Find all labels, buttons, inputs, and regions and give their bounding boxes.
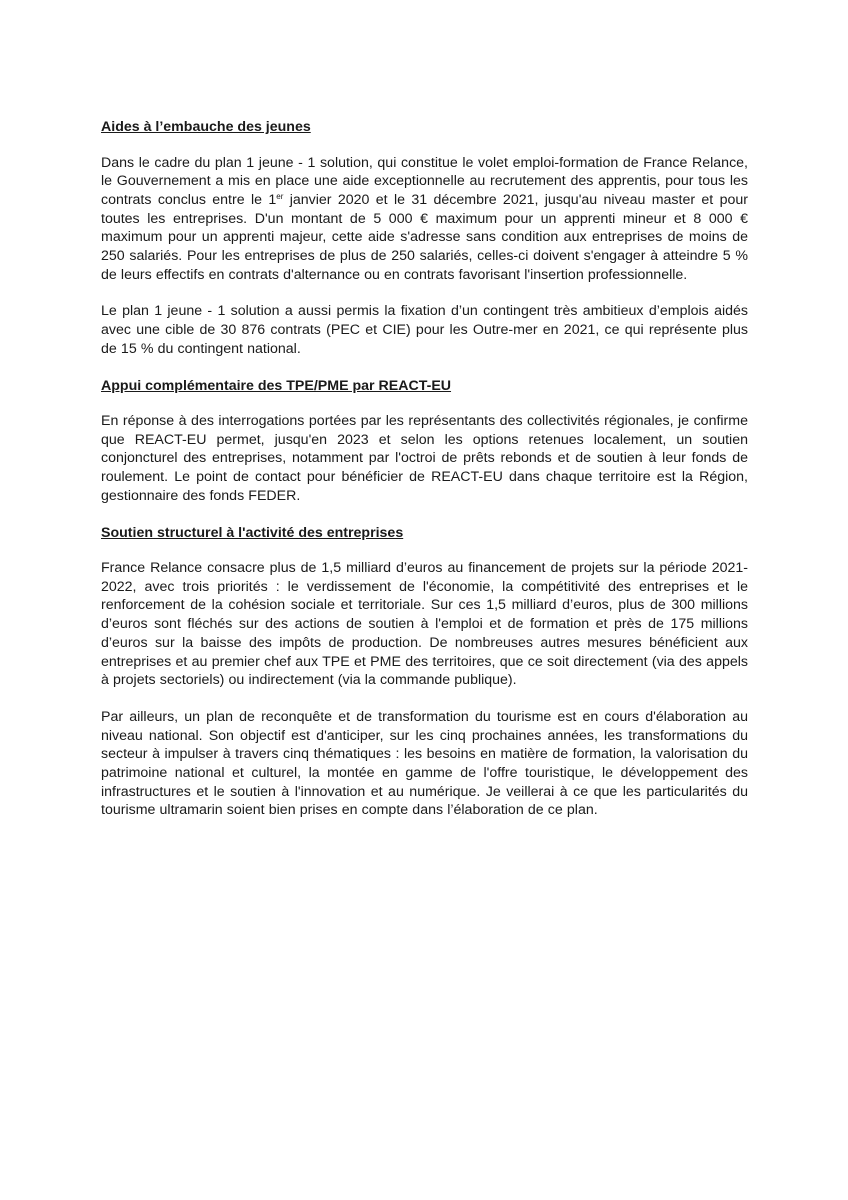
section-appui-react-eu — [101, 377, 748, 506]
document-page — [101, 118, 748, 838]
section-soutien-structurel — [101, 524, 748, 821]
section-heading: Aides à l’embauche des jeunes — [101, 119, 311, 135]
paragraph: France Relance consacre plus de 1,5 milliard d’euros au financement de projets sur la période 2021-2022, avec trois priorités : le verdissement de l'économie, la compétitivité des entreprises et le renforcement de la cohésion sociale et territoriale. Sur ces 1,5 milliard d’euros, plus de 300 millions d’euros sont fléchés sur des actions de soutien à l'emploi et de formation et près de 175 millions d’euros sur la baisse des impôts de production. De nombreuses autres mesures bénéficient aux entreprises et au premier chef aux TPE et PME des territoires, que ce soit directement (via des appels à projets sectoriels) ou indirectement (via la commande publique). — [101, 560, 748, 689]
paragraph-text: Dans le cadre du plan 1 jeune - 1 solution, qui constitue le volet emploi-formation de France Relance, le Gouvernement a mis en place une aide exceptionnelle au recrutement des apprentis, pour tous les contrats conclus entre le 1 — [101, 154, 748, 208]
section-heading: Soutien structurel à l'activité des entreprises — [101, 524, 404, 541]
paragraph: Le plan 1 jeune - 1 solution a aussi permis la fixation d’un contingent très ambitieux d’emplois aidés avec une cible de 30 876 contrats (PEC et CIE) pour les Outre-mer en 2021, ce qui représente plus de 15 % du contingent national. — [101, 303, 748, 357]
section-heading: Appui complémentaire des TPE/PME par REACT-EU — [101, 377, 452, 394]
paragraph-text: janvier 2020 et le 31 décembre 2021, jusqu'au niveau master et pour toutes les entreprises. D'un montant de 5 000 € maximum pour un apprenti mineur et 8 000 € maximum pour un apprenti majeur, cette aide s'adresse sans condition aux entreprises de moins de 250 salariés. Pour les entreprises de plus de 250 salariés, celles-ci doivent s'engager à atteindre 5 % de leurs effectifs en contrats d'alternance ou en contrats favorisant l'insertion professionnelle. — [101, 191, 748, 283]
superscript: er — [276, 191, 284, 201]
section-aides-embauche — [101, 118, 748, 359]
paragraph: En réponse à des interrogations portées par les représentants des collectivités régionales, je confirme que REACT-EU permet, jusqu'en 2023 et selon les options retenues localement, un soutien conjoncturel des entreprises, notamment par l'octroi de prêts rebonds et de soutien à leur fonds de roulement. Le point de contact pour bénéficier de REACT-EU dans chaque territoire est la Région, gestionnaire des fonds FEDER. — [101, 413, 748, 504]
paragraph: Par ailleurs, un plan de reconquête et de transformation du tourisme est en cours d'élaboration au niveau national. Son objectif est d'anticiper, sur les cinq prochaines années, les transformations du secteur à impulser à travers cinq thématiques : les besoins en matière de formation, la valorisation du patrimoine national et culturel, la montée en gamme de l'offre touristique, le développement des infrastructures et le soutien à l'innovation et au numérique. Je veillerai à ce que les particularités du tourisme ultramarin soient bien prises en compte dans l’élaboration de ce plan. — [101, 708, 748, 819]
paragraph — [101, 154, 748, 285]
